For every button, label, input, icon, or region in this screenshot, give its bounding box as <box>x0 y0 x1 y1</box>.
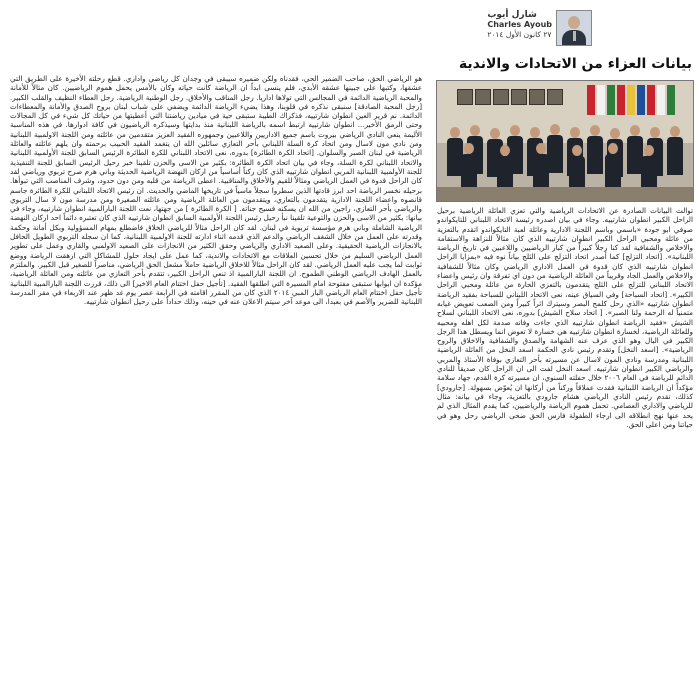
author-byline <box>472 10 592 50</box>
article-body-left: هو الرياضي الحق، صاحب الضمير الحي، فقدناه ولكن ضميره سيبقى في وجدان كل رياضي واداري. قطع رحلته الأخيرة على الطريق التي عشقها، وكتبها على جبينها عشقه الأبدي، فلم ينسى ابداً ان الرياضة كانت حياته وكان بالأمس يحمل هموم الرياضيين. كان مثالاً للأمانة والمحبة الرياضية الدائمة في المجالس التي تولاها اداريا. رجل المناقب والأخلاق. رجل الوطنية الرياضية. رجل العطاء النظيف والقلب الكبير. [رجل المحبة الصادقة] سنبقى نذكره في قلوبنا، وهذا يضيء الرياضة الدائمة ويضفي على شباب لبنان بروح الصدق والأمانة والمعطاءات الدائمة. نم قرير العين انطوان شارتييه، فذكراك الطيبة ستبقى حية في ميادين رياضتنا التي أعطيتها من حياتك كل شيء في كل المجالات وحتى الرمق الأخير... انطوان شارتييه ارتبط اسمه بالرياضة اللبنانية منذ بدايتها وسيذكره الرياضيون في كافة ادوارها. في هذه المناسبة الأليمة ينعي النادي الرياضي بيروت باسم جميع الاداريين واللاعبين وجمهوره الفقيد العزيز متقدمين من عائلته ومن اللجنة الاولمبية اللبنانية ومن نادي مون لاسال ومن اتحاد كرة السلة اللبناني بأحر التعازي سائلين الله ان يتغمد الفقيد الحبيب برحمته وان يلهم عائلته والعائلة الرياضية في لبنان الصبر والسلوان. [اتحاد الكرة الطائرة] بدوره، نعى الاتحاد اللبناني للكرة الطائرة الرئيس السابق للجنة الأولمبية اللبنانية والاتحاد اللبناني لكرة السلة، وجاء في بيان اتحاد الكرة الطائرة: بكثير من الاسى والحزن تلقينا خبر رحيل الرئيس السابق للجنة التنفيذية للجنة الأولمبية اللبنانية المربي انطوان شارتييه الذي كان ركناً أساسياً من اركان النهضة الرياضية الحديثة وباني هرم صرح تربوي ورياضي لقد كان الراحل قدوة في العمل الرياضي ومثالاً للقيم والأخلاق والمناقبية. اعطى الرياضة من قلبه ومن دون حدود، وشرف المناصب التي تبوأها. برحيله نخسر الرياضة احد ابرز قادتها الذين سطروا سجلاً ماسياً في تاريخها الماضي والحديث. ان رئيس الاتحاد اللبناني للكرة الطائرة جاسم قانصوه واعضاء اللجنة الادارية يتقدمون بالتعازي، ويتقدمون من العائلة الرياضية ومن عائلته الصغيرة ومن مدرسة مون لا سال التربوي والرياضي بأحر التعازي، راجين من الله ان يسكنه فسيح جناته. [ الكرة الطائرة ] من جهتها، نعت اللجنة البارالمبية انطوان شارتييه، وجاء في بيانها: بكثير من الاسى والحزن والتوعية تلقينا نبأ رحيل رئيس اللجنة الأولمبية السابق انطوان شارتييه الذي كان تعتبره دائماً احد اركان النهضة الرياضية الشاملة وباني هرم مؤسسة تربوية في لبنان. لقد كان الراحل مثالاً للرياضي الخلاق فاضطلع بمهام المسؤولية وبكل أمانة وحكمة وقدرته على العمل من خلال الشغف الرياضي والدعم الذي قدمه اثناء ادارته للجنة الاولمبية اللبنانية، كما ان سجله التربوي الطويل الحافل بالانجازات الرياضية الحقيقية. وعلى الصعيد الاداري والرياضي وحقق الكثير من الانجازات على الصعيد الاولمبي والقاري وعمل على تطوير العمل الرياضي السليم من خلال تحسين العلاقات مع الاتحادات والاندية، كما عمل على ايجاد حلول للمشاكل التي ارهقت الرياضة ووضع ثوابت لما يجب عليه العمل الرياضي. لقد كان الراحل مثالاً للاخلاق الرياضية حاملاً مشعل الحق الرياضي، مناصراً للصغير قبل الكبير. والملتزم بالعمل الهادف الرياضي الوطني الطموح. ان اللجنة البارالمبية اذ تنعي الراحل الكبير، تتقدم بأحر التعازي من عائلته ومن العائلة الرياضية، مؤكدة ان ابوابها ستبقى مفتوحة امام المسيرة التي اطلقها الفقيد. [تأجيل حفل اختتام العام الاخير] الى ذلك، قررت اللجنة البارالمبية اللبنانية تأجيل حفل اختتام العام الرياضي البار المبي ٢٠١٤ الذي كان من المقرر اقامته في الرابعة عصر يوم غد ظهر عند الاربعاء في مقر المدرسة اللبنانية للضرير والأصم في بعبدا، الى موعد آخر سيتم الاعلان عنه في حينه، وذلك حداداً على رحيل انطوان شارتييه. <box>10 74 422 307</box>
article-photo <box>436 80 694 202</box>
article-headline: بيانات العزاء من الاتحادات والاندية <box>458 56 692 72</box>
article-column-left <box>10 74 422 564</box>
author-info <box>487 10 552 40</box>
publication-date: ٢٧ كانون الأول ٢٠١٤ <box>487 30 552 39</box>
article-column-right <box>437 206 693 540</box>
article-body-right: توالت البيانات الصادرة عن الاتحادات الرياضية والتي تعزي العائلة الرياضية برحيل الراحل الكبير انطوان شارتييه. وجاء في بيان اصدره رئيسة الاتحاد اللبناني للتايكواندو صوفي ابو جودة «باسمي وباسم اللجنة الادارية وعائلة لعبة التايكواندو اتقدم بالتعزية من عائلة ومحبي الراحل الكبير انطوان شارتييه الذي كان مثالاً للنزاهة والاستقامة والاخلاص والشفافية لقد كنا رجلاً كبيراً من كبار الرياضيين واللاعبين في تاريخ الرياضة اللبنانية». [اتحاد التزلج] كما أصدر اتحاد التزلج على الثلج بياناً نوه فيه «بمزايا الراحل انطوان شارتييه الذي كان قدوة في العمل الاداري الرياضي وكان مثالاً للشفافية والاخلاص والعمل الجاد وقريباً من العائلة الرياضية من دون اي تفرقة وان رئيس واعضاء الاتحاد اللبناني للتزلج على الثلج يتقدمون بالتعزي الحارة من عائلة ومحبي الراحل الكبير». [اتحاد السباحة] وفي السياق عينه، نعى الاتحاد اللبناني للسباحة بفقيد الرياضة انطوان شارتييه «الذي رحل كلمح البصر وسيترك اثراً كبيراً ومن الصعب تعويض غيابه متمنياً له الرحمة ولنا الصبر». [ اتحاد سلاح الشيش] بدوره، نعى الاتحاد اللبناني لسلاح الشيش «فقيد الرياضة انطوان شارتييه الذي جاءت وفاته صدمة لكل اهله ومحبيه وللعائلة الرياضية، لخسارة انطوان شارتييه هي خسارة لا تعوض انما ويسطل هذا الرجل الكبير في البال وهو الذي عرف عنه الشهامة والصدق والشفافية والاخلاق والروح الرياضية». [اسعد النخل] وتقدم رئيس نادي الحكمة اسعد النخل من العائلة الرياضية اللبنانية ومدرسة ونادي المون لاسال عن مسيرته بأحر التعازي بوفاة الأستاذ والمربي والرياضي الكبير انطوان شارتييه. اسعد النخل لفت الى ان الراحل كان صديقاً للنادي الدائم للرياضة في العام ٢٠٠٦ خلال حفلته السنوي، ان مسيرته كرة القدم، جهاد سلامة مؤكداً ان الرياضة اللبنانية فقدت عملاقاً وركناً من أركانها ان يُعوّض بسهولة. [جارودي] كذلك، تقدم رئيس النادي الرياضي هشام جارودي بالتعزية، وجاء في بيانه: مثال للرياضي والاداري العصامي. تحمل هموم الرياضة والرياضيين، كما يقدم المثال الذي لم يحد عنها نهج انطلاقه الى ارجاء الطفولة فارس الحق ضحى الرياضي رحل وهو في حياتنا ومن اعلى الحق. <box>437 206 693 429</box>
author-name-arabic: شارل أيوب <box>487 10 537 20</box>
author-name-english: Charles Ayoub <box>487 20 552 29</box>
author-photo <box>556 10 592 46</box>
